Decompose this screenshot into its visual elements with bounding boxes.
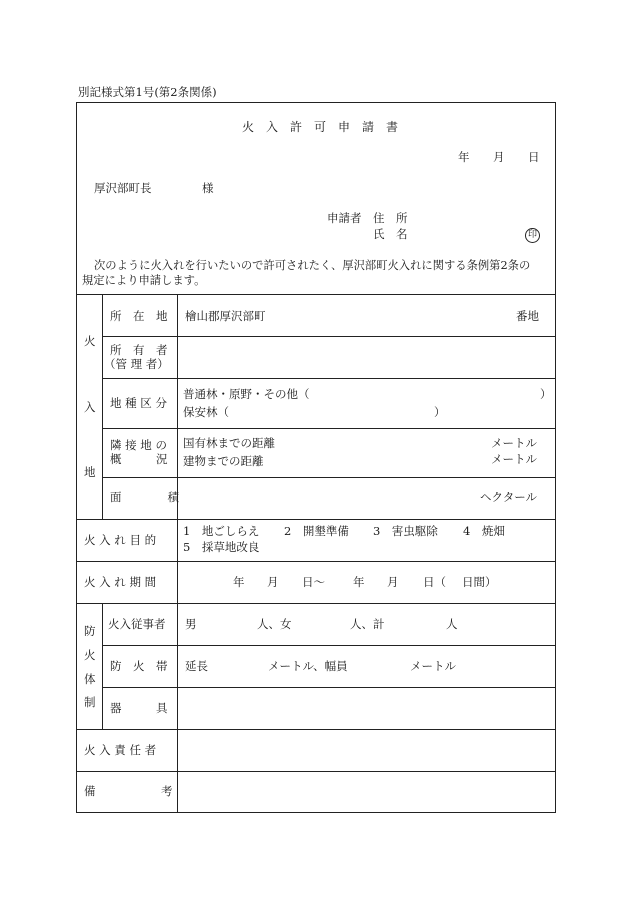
adjacent-line2-unit: メートル	[491, 452, 537, 466]
period-month1: 月	[267, 575, 279, 589]
addressee-honorific: 様	[202, 181, 214, 195]
addressee-name: 厚沢部町長	[94, 181, 152, 195]
equipment-label: 器 具	[110, 701, 168, 715]
adjacent-label-line1: 隣 接 地 の	[110, 438, 167, 452]
period-day1: 日〜	[302, 575, 325, 589]
period-year2: 年	[353, 575, 365, 589]
row-line-4	[102, 477, 556, 478]
adjacent-label-line2: 概 況	[110, 452, 168, 466]
row-line-3	[102, 428, 556, 429]
remarks-label-left: 備	[84, 784, 96, 798]
purpose-option-3: 3 害虫駆除	[373, 524, 438, 538]
workers-female: 人、女	[257, 617, 292, 631]
land-type-label: 地 種 区 分	[110, 396, 167, 410]
row-line-1	[102, 336, 556, 337]
date-day: 日	[528, 150, 540, 164]
applicant-label: 申請者	[327, 211, 362, 225]
form-title: 火 入 許 可 申 請 書	[242, 120, 399, 134]
fire-prevention-char-3: 体	[84, 672, 96, 686]
fire-site-char-1: 火	[84, 334, 96, 348]
area-label: 面 積	[110, 490, 179, 504]
owner-label-line2: （管 理 者）	[104, 357, 169, 371]
seal-mark: 印	[525, 228, 540, 243]
firebreak-width: メートル、幅員	[268, 659, 348, 673]
applicant-address-label: 住 所	[373, 211, 408, 225]
land-type-line2: 保安林（	[183, 405, 229, 419]
location-value: 檜山郡厚沢部町	[185, 309, 266, 323]
firebreak-label: 防 火 帯	[110, 659, 168, 673]
land-type-line1: 普通林・原野・その他（	[183, 387, 310, 401]
row-line-5	[76, 519, 556, 520]
responsible-label: 火 入 責 任 者	[84, 743, 157, 757]
row-line-8	[102, 645, 556, 646]
fire-prevention-char-1: 防	[84, 624, 96, 638]
period-label: 火 入 れ 期 間	[84, 575, 157, 589]
purpose-option-1: 1 地ごしらえ	[183, 524, 260, 538]
location-suffix: 番地	[516, 309, 539, 323]
fire-prevention-char-2: 火	[84, 648, 96, 662]
workers-male: 男	[185, 617, 197, 631]
frame-left	[76, 102, 77, 813]
row-line-10	[76, 729, 556, 730]
row-line-9	[102, 687, 556, 688]
request-text-line2: 規定により申請します。	[82, 274, 206, 287]
table-top-line	[76, 294, 556, 295]
purpose-option-5: 5 採草地改良	[183, 540, 260, 554]
period-year1: 年	[233, 575, 245, 589]
workers-total: 人、計	[350, 617, 385, 631]
fire-site-char-2: 入	[84, 400, 96, 414]
land-type-line1-close: ）	[540, 387, 552, 401]
adjacent-line1-unit: メートル	[491, 436, 537, 450]
period-month2: 月	[387, 575, 399, 589]
owner-label-line1: 所 有 者	[110, 343, 168, 357]
frame-bottom	[76, 812, 556, 813]
label-col-line	[177, 294, 178, 812]
group-col-line-bottom	[102, 603, 103, 729]
workers-label: 火入従事者	[108, 617, 166, 631]
land-type-line2-close: ）	[434, 405, 446, 419]
frame-top	[76, 102, 556, 103]
row-line-2	[102, 378, 556, 379]
applicant-name-label: 氏 名	[373, 227, 408, 241]
firebreak-unit: メートル	[410, 659, 456, 673]
workers-unit: 人	[446, 617, 458, 631]
form-number: 別記様式第1号(第2条関係)	[78, 85, 217, 99]
firebreak-length: 延長	[185, 659, 208, 673]
row-line-7	[76, 603, 556, 604]
purpose-option-2: 2 開墾準備	[284, 524, 349, 538]
date-month: 月	[493, 150, 505, 164]
fire-site-char-3: 地	[84, 465, 96, 479]
group-col-line-top	[102, 294, 103, 519]
adjacent-line2: 建物までの距離	[183, 454, 264, 468]
area-unit: ヘクタール	[480, 490, 538, 504]
period-days: 日間）	[462, 575, 497, 589]
frame-right	[555, 102, 556, 813]
purpose-option-4: 4 焼畑	[463, 524, 505, 538]
row-line-6	[76, 561, 556, 562]
period-day2: 日（	[423, 575, 446, 589]
location-label: 所 在 地	[110, 309, 168, 323]
date-year: 年	[458, 150, 470, 164]
remarks-label-right: 考	[161, 784, 173, 798]
adjacent-line1: 国有林までの距離	[183, 436, 275, 450]
fire-prevention-char-4: 制	[84, 695, 96, 709]
purpose-label: 火 入 れ 目 的	[84, 533, 157, 547]
row-line-11	[76, 771, 556, 772]
request-text-line1: 次のように火入れを行いたいので許可されたく、厚沢部町火入れに関する条例第2条の	[94, 259, 531, 272]
